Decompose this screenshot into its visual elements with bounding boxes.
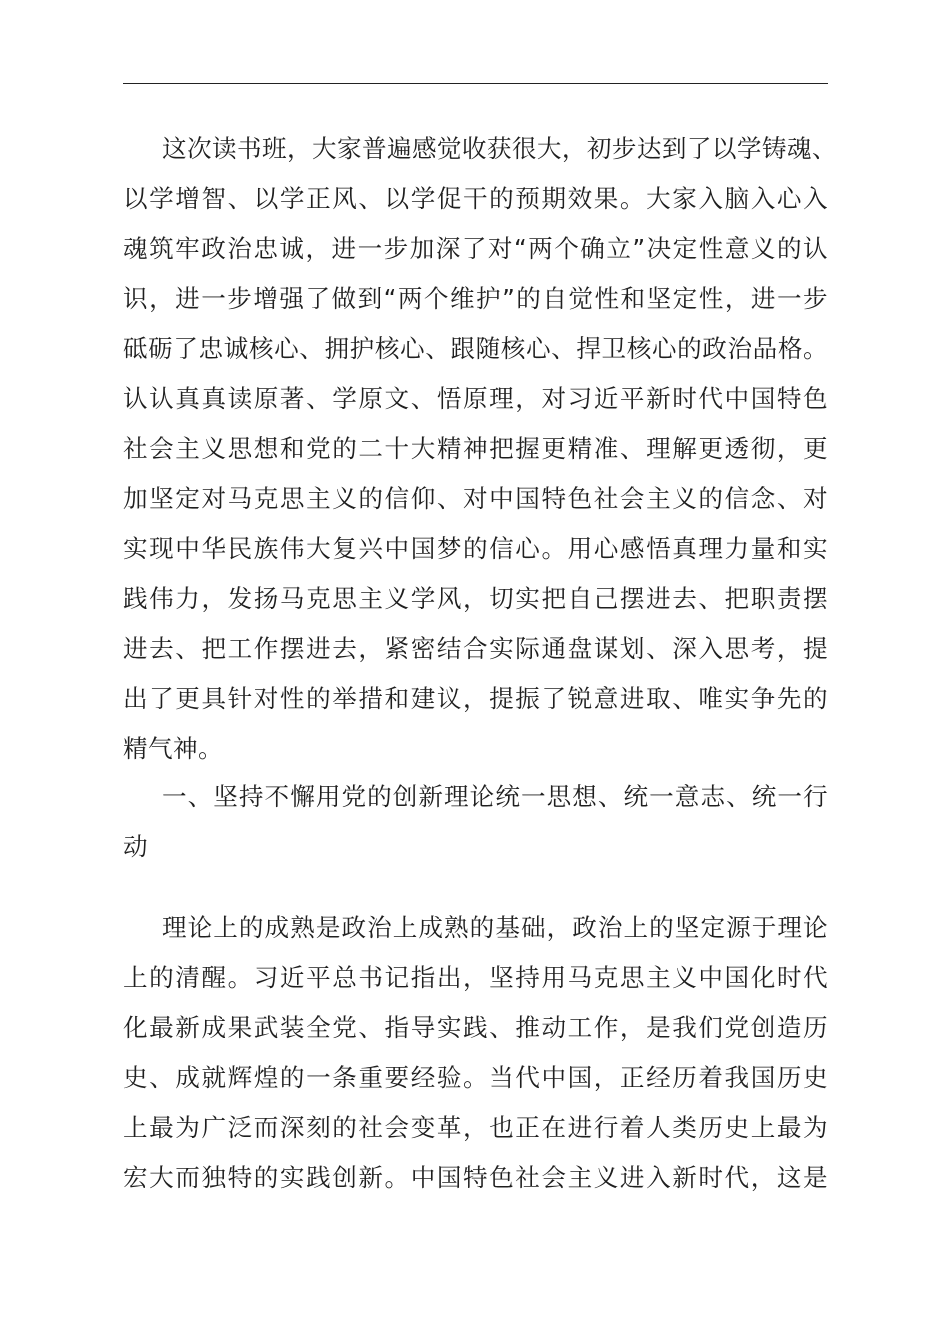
paragraph-line: 宏大而独特的实践创新。中国特色社会主义进入新时代，这是	[123, 1163, 828, 1192]
header-rule	[123, 83, 828, 84]
section-heading-1	[123, 772, 828, 872]
paragraph-line: 社会主义思想和党的二十大精神把握更精准、理解更透彻，更	[123, 434, 828, 463]
paragraph-line: 上最为广泛而深刻的社会变革，也正在进行着人类历史上最为	[123, 1113, 828, 1142]
paragraph-line: 认认真真读原著、学原文、悟原理，对习近平新时代中国特色	[123, 384, 828, 413]
paragraph-line: 出了更具针对性的举措和建议，提振了锐意进取、唯实争先的	[123, 684, 828, 713]
heading-line: 一、坚持不懈用党的创新理论统一思想、统一意志、统一行	[162, 782, 828, 811]
paragraph-1	[123, 124, 837, 774]
paragraph-line: 进去、把工作摆进去，紧密结合实际通盘谋划、深入思考，提	[123, 634, 828, 663]
paragraph-line: 上的清醒。习近平总书记指出，坚持用马克思主义中国化时代	[123, 963, 828, 992]
paragraph-line: 实现中华民族伟大复兴中国梦的信心。用心感悟真理力量和实	[123, 534, 828, 563]
paragraph-line: 这次读书班，大家普遍感觉收获很大，初步达到了以学铸魂、	[162, 134, 837, 163]
heading-line: 动	[123, 832, 148, 861]
paragraph-line: 魂筑牢政治忠诚，进一步加深了对“两个确立”决定性意义的认	[123, 234, 828, 263]
paragraph-line: 砥砺了忠诚核心、拥护核心、跟随核心、捍卫核心的政治品格。	[123, 334, 828, 363]
paragraph-line: 化最新成果武装全党、指导实践、推动工作，是我们党创造历	[123, 1013, 828, 1042]
paragraph-line: 理论上的成熟是政治上成熟的基础，政治上的坚定源于理论	[162, 913, 828, 942]
paragraph-line: 加坚定对马克思主义的信仰、对中国特色社会主义的信念、对	[123, 484, 828, 513]
paragraph-line: 识，进一步增强了做到“两个维护”的自觉性和坚定性，进一步	[123, 284, 828, 313]
paragraph-line: 以学增智、以学正风、以学促干的预期效果。大家入脑入心入	[123, 184, 828, 213]
paragraph-line: 践伟力，发扬马克思主义学风，切实把自己摆进去、把职责摆	[123, 584, 828, 613]
paragraph-line: 史、成就辉煌的一条重要经验。当代中国，正经历着我国历史	[123, 1063, 828, 1092]
paragraph-2	[123, 903, 828, 1203]
paragraph-line: 精气神。	[123, 734, 223, 763]
